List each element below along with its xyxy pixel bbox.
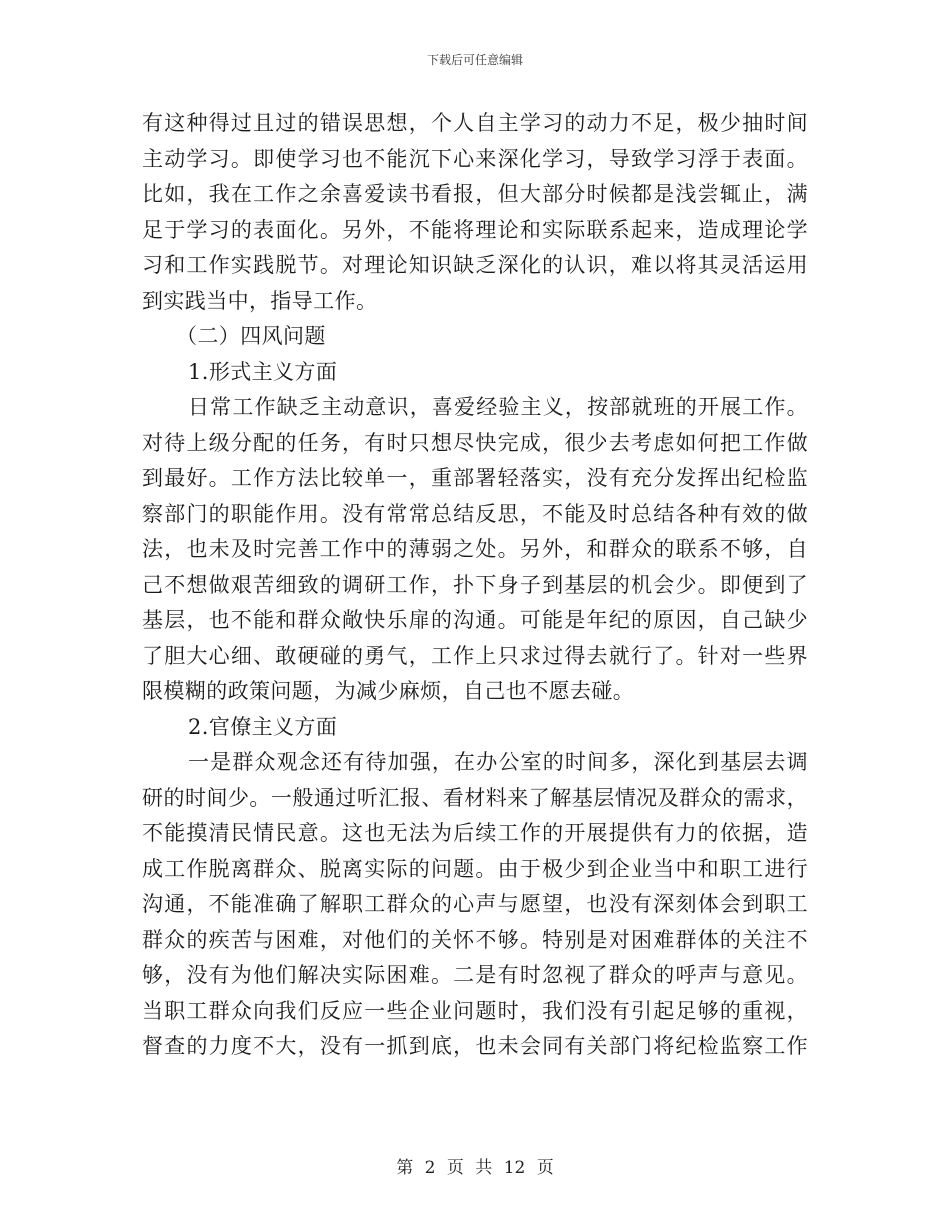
footer-label-total: 共: [475, 1158, 493, 1178]
paragraph-line: 基层，也不能和群众敞快乐扉的沟通。可能是年纪的原因，自己缺少: [142, 608, 808, 632]
paragraph-line: 沟通，不能准确了解职工群众的心声与愿望，也没有深刻体会到职工: [142, 892, 808, 916]
paragraph-line: 比如，我在工作之余喜爱读书看报，但大部分时候都是浅尝辄止，满: [142, 182, 808, 206]
paragraph-line: 群众的疾苦与困难，对他们的关怀不够。特别是对困难群体的关注不: [142, 927, 808, 952]
paragraph-line: 不能摸清民情民意。这也无法为后续工作的开展提供有力的依据，造: [142, 821, 808, 845]
paragraph-line: 己不想做艰苦细致的调研工作，扑下身子到基层的机会少。即便到了: [142, 572, 808, 597]
section-heading: （二）四风问题: [176, 324, 326, 348]
paragraph-line: 研的时间少。一般通过听汇报、看材料来了解基层情况及群众的需求，: [142, 785, 808, 810]
paragraph-first-line: 日常工作缺乏主动意识，喜爱经验主义，按部就班的开展工作。: [188, 395, 808, 419]
subsection-heading: 1.形式主义方面: [188, 359, 338, 384]
document-body: [142, 106, 808, 1065]
paragraph-line: 督查的力度不大，没有一抓到底，也未会同有关部门将纪检监察工作: [142, 1034, 808, 1058]
paragraph-line: 足于学习的表面化。另外，不能将理论和实际联系起来，造成理论学: [142, 217, 808, 242]
paragraph-line: 察部门的职能作用。没有常常总结反思，不能及时总结各种有效的做: [142, 501, 808, 526]
paragraph-line: 习和工作实践脱节。对理论知识缺乏深化的认识，难以将其灵活运用: [142, 253, 808, 277]
page-header: [0, 52, 950, 68]
footer-total-pages: 12: [503, 1158, 526, 1178]
paragraph-line: 当职工群众向我们反应一些企业问题时，我们没有引起足够的重视，: [142, 998, 808, 1023]
footer-current-page: 2: [424, 1158, 436, 1178]
header-text: 下载后可任意编辑: [426, 53, 523, 67]
paragraph-line: 了胆大心细、敢硬碰的勇气，工作上只求过得去就行了。针对一些界: [142, 643, 808, 668]
paragraph-line: 对待上级分配的任务，有时只想尽快完成，很少去考虑如何把工作做: [142, 430, 808, 455]
footer-label-end: 页: [536, 1158, 554, 1178]
paragraph-line: 成工作脱离群众、脱离实际的问题。由于极少到企业当中和职工进行: [142, 856, 808, 881]
paragraph-line: 到最好。工作方法比较单一，重部署轻落实，没有充分发挥出纪检监: [142, 466, 808, 490]
paragraph-last-line: 限模糊的政策问题，为减少麻烦，自己也不愿去碰。: [142, 679, 635, 703]
paragraph-line: 够，没有为他们解决实际困难。二是有时忽视了群众的呼声与意见。: [142, 963, 808, 987]
paragraph-line: 有这种得过且过的错误思想，个人自主学习的动力不足，极少抽时间: [142, 111, 808, 135]
subsection-heading: 2.官僚主义方面: [188, 714, 338, 739]
page-footer: [0, 1153, 950, 1178]
footer-label-of: 页: [446, 1158, 464, 1178]
paragraph-line: 主动学习。即使学习也不能沉下心来深化学习，导致学习浮于表面。: [142, 146, 808, 171]
paragraph-last-line: 到实践当中，指导工作。: [142, 288, 378, 313]
paragraph-first-line: 一是群众观念还有待加强，在办公室的时间多，深化到基层去调: [188, 750, 808, 774]
paragraph-line: 法，也未及时完善工作中的薄弱之处。另外，和群众的联系不够，自: [142, 537, 808, 561]
footer-label-page: 第: [396, 1158, 414, 1178]
